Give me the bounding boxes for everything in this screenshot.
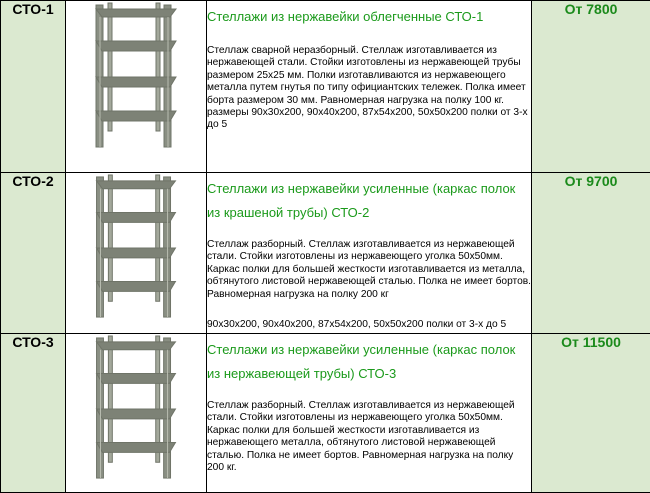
table-row	[1, 334, 650, 493]
product-description: Стеллаж разборный. Стеллаж изготавливается из нержавеющей стали. Стойки изготовлены из нержавеющего уголка 50х50мм. Каркас полки для большей жесткости изготавливается из металла, обтянутого листовой нержавеющей сталью. Полка не имеет бортов. Равномерная нагрузка на полку 200 кг	[207, 239, 531, 301]
product-title[interactable]: Стеллажи из нержавейки усиленные (каркас полок из крашеной трубы) СТО-2	[207, 177, 531, 225]
product-code: СТО-2	[1, 173, 66, 334]
product-price: От 11500	[532, 334, 650, 493]
product-code: СТО-3	[1, 334, 66, 493]
product-price: От 9700	[532, 173, 650, 334]
product-description: Стеллаж сварной неразборный. Стеллаж изготавливается из нержавеющей стали. Стойки изготовлены из нержавеющей трубы размером 25х25 мм. Полки изготавливаются из нержавеющего металла путем гнутья по типу официантских тележек. Полка имеет борта размером 30 мм. Равномерная нагрузка на полку 100 кг. размеры 90х30х200, 90х40х200, 87х54х200, 50х50х200 полки от 3-х до 5	[207, 45, 531, 132]
product-image[interactable]	[66, 173, 207, 334]
metal-shelving-rack-icon	[88, 334, 184, 482]
metal-shelving-rack-icon	[88, 1, 184, 151]
product-image[interactable]	[66, 1, 207, 173]
product-description-cell	[207, 1, 532, 173]
table-row	[1, 173, 650, 334]
product-price: От 7800	[532, 1, 650, 173]
product-description-cell	[207, 334, 532, 493]
product-description-cell	[207, 173, 532, 334]
product-sizes: 90х30х200, 90х40х200, 87х54х200, 50х50х200 полки от 3-х до 5	[207, 319, 531, 331]
metal-shelving-rack-icon	[88, 173, 184, 321]
product-image[interactable]	[66, 334, 207, 493]
product-title[interactable]: Стеллажи из нержавейки облегченные СТО-1	[207, 5, 531, 29]
product-title[interactable]: Стеллажи из нержавейки усиленные (каркас полок из нержавеющей трубы) СТО-3	[207, 338, 531, 386]
product-description: Стеллаж разборный. Стеллаж изготавливается из нержавеющей стали. Стойки изготовлены из нержавеющего уголка 50х50мм. Каркас полки для большей жесткости изготавливается из нержавеющего металла, обтянутого листовой нержавеющей сталью. Полка не имеет бортов. Равномерная нагрузка на полку 200 кг.	[207, 400, 531, 474]
table-row	[1, 1, 650, 173]
product-code: СТО-1	[1, 1, 66, 173]
